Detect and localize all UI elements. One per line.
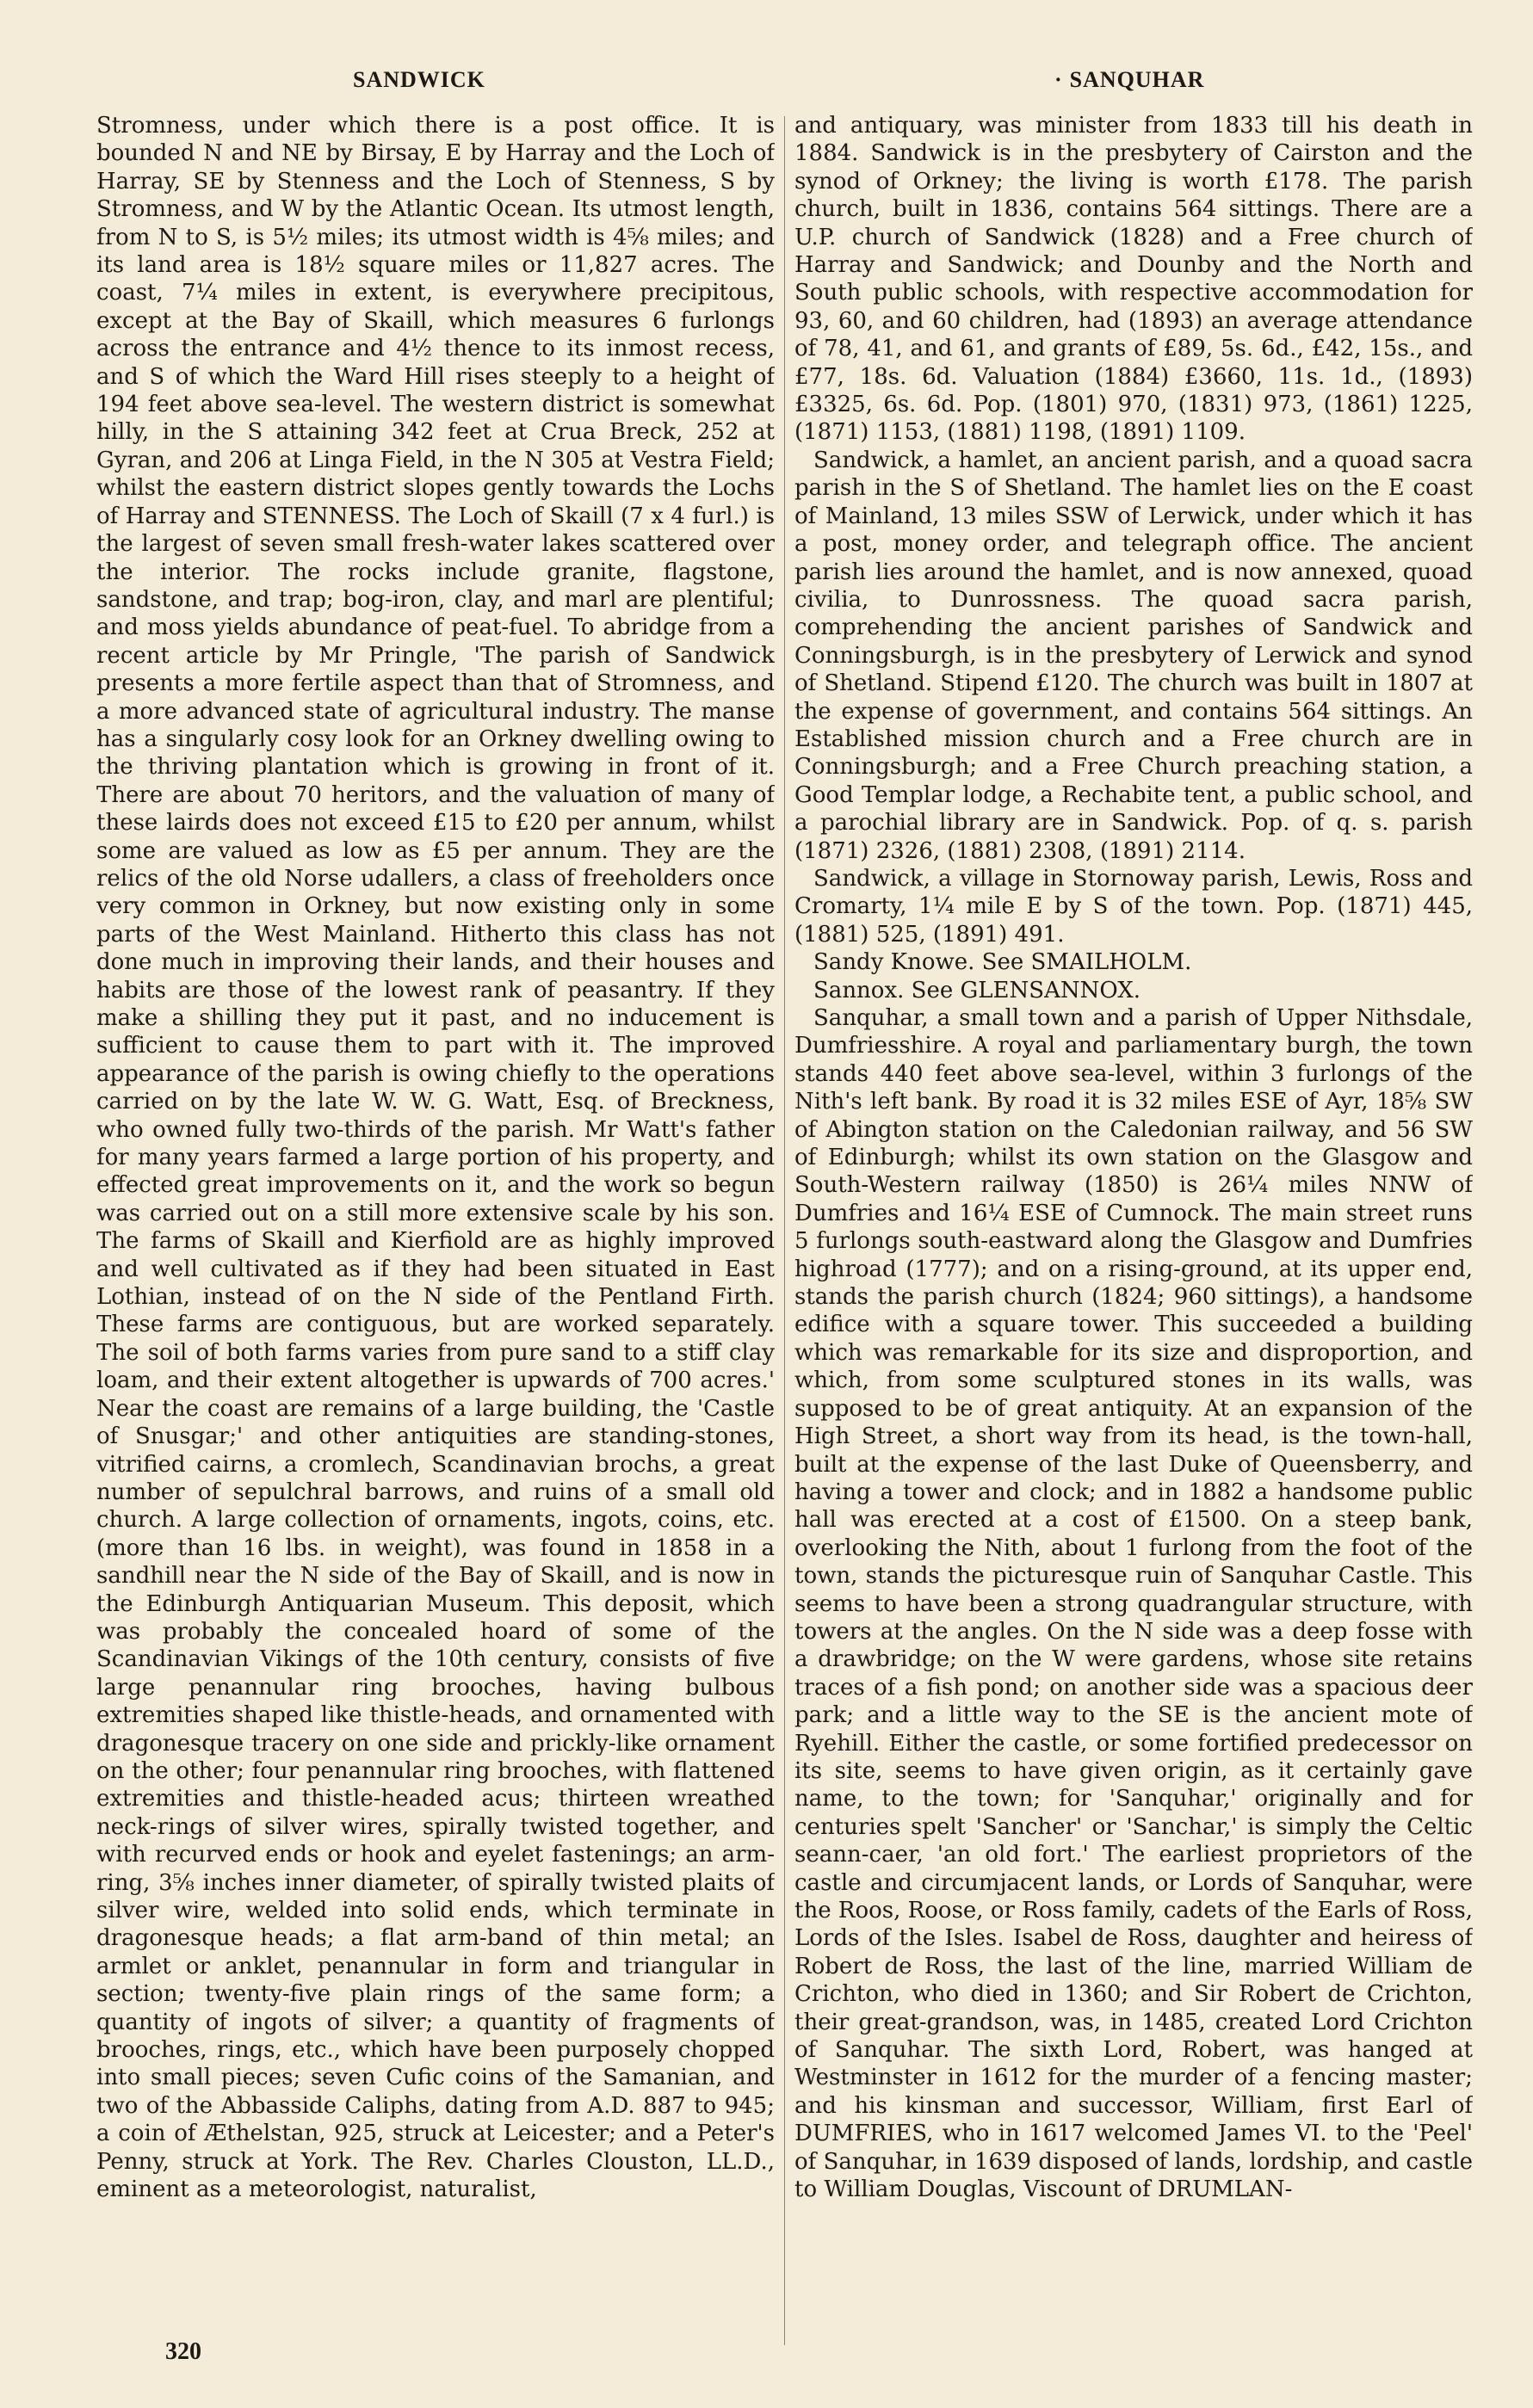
header-left-title: SANDWICK: [353, 67, 485, 92]
entry-sandwick-lewis: Sandwick, a village in Stornoway parish, Lewis, Ross and Cromarty, 1¼ mile E by S of the town. Pop. (1871) 445, (1881) 525, (1891) 491.: [794, 865, 1473, 948]
entry-sandwick-shetland: Sandwick, a hamlet, an ancient parish, and a quoad sacra parish in the S of Shetland. The hamlet lies on the E coast of Mainland, 13 miles SSW of Lerwick, under which it has a post, money order, and telegraph office. The ancient parish lies around the hamlet, and is now annexed, quoad civilia, to Dunrossness. The quoad sacra parish, comprehending the ancient parishes of Sandwick and Conningsburgh, is in the presbytery of Lerwick and synod of Shetland. Stipend £120. The church was built in 1807 at the expense of government, and contains 564 sittings. An Established mission church and a Free church are in Conningsburgh; and a Free Church preaching station, a Good Templar lodge, a Rechabite tent, a public school, and a parochial library are in Sandwick. Pop. of q. s. parish (1871) 2326, (1881) 2308, (1891) 2114.: [794, 447, 1473, 864]
column-rule: [784, 116, 785, 2345]
running-header: [0, 67, 1533, 102]
left-column-text: Stromness, under which there is a post office. It is bounded N and NE by Birsay, E by Harray and the Loch of Harray, SE by Stenness and the Loch of Stenness, S by Stromness, and W by the Atlantic Ocean. Its utmost length, from N to S, is 5½ miles; its utmost width is 4⅝ miles; and its land area is 18½ square miles or 11,827 acres. The coast, 7¼ miles in extent, is everywhere precipitous, except at the Bay of Skaill, which measures 6 furlongs across the entrance and 4½ thence to its inmost recess, and S of which the Ward Hill rises steeply to a height of 194 feet above sea-level. The western district is somewhat hilly, in the S attaining 342 feet at Crua Breck, 252 at Gyran, and 206 at Linga Field, in the N 305 at Vestra Field; whilst the eastern district slopes gently towards the Lochs of Harray and STENNESS. The Loch of Skaill (7 x 4 furl.) is the largest of seven small fresh-water lakes scattered over the interior. The rocks include granite, flagstone, sandstone, and trap; bog-iron, clay, and marl are plentiful; and moss yields abundance of peat-fuel. To abridge from a recent article by Mr Pringle, 'The parish of Sandwick presents a more fertile aspect than that of Stromness, and a more advanced state of agricultural industry. The manse has a singularly cosy look for an Orkney dwelling owing to the thriving plantation which is growing in front of it. There are about 70 heritors, and the valuation of many of these lairds does not exceed £15 to £20 per annum, whilst some are valued as low as £5 per annum. They are the relics of the old Norse udallers, a class of freeholders once very common in Orkney, but now existing only in some parts of the West Mainland. Hitherto this class has not done much in improving their lands, and their houses and habits are those of the lowest rank of peasantry. If they make a shilling they put it past, and no inducement is sufficient to cause them to part with it. The improved appearance of the parish is owing chiefly to the operations carried on by the late W. W. G. Watt, Esq. of Breckness, who owned fully two-thirds of the parish. Mr Watt's father for many years farmed a large portion of his property, and effected great improvements on it, and the work so begun was carried out on a still more extensive scale by his son. The farms of Skaill and Kierfiold are as highly improved and well cultivated as if they had been situated in East Lothian, instead of on the N side of the Pentland Firth. These farms are contiguous, but are worked separately. The soil of both farms varies from pure sand to a stiff clay loam, and their extent altogether is upwards of 700 acres.' Near the coast are remains of a large building, the 'Castle of Snusgar;' and other antiquities are standing-stones, vitrified cairns, a cromlech, Scandinavian brochs, a great number of sepulchral barrows, and ruins of a small old church. A large collection of ornaments, ingots, coins, etc. (more than 16 lbs. in weight), was found in 1858 in a sandhill near the N side of the Bay of Skaill, and is now in the Edinburgh Antiquarian Museum. This deposit, which was probably the concealed hoard of some of the Scandinavian Vikings of the 10th century, consists of five large penannular ring brooches, having bulbous extremities shaped like thistle-heads, and ornamented with dragonesque tracery on one side and prickly-like ornament on the other; four penannular ring brooches, with flattened extremities and thistle-headed acus; thirteen wreathed neck-rings of silver wires, spirally twisted together, and with recurved ends or hook and eyelet fastenings; an arm-ring, 3⅝ inches inner diameter, of spirally twisted plaits of silver wire, welded into solid ends, which terminate in dragonesque heads; a flat arm-band of thin metal; an armlet or anklet, penannular in form and triangular in section; twenty-five plain rings of the same form; a quantity of ingots of silver; a quantity of fragments of brooches, rings, etc., which have been purposely chopped into small pieces; seven Cufic coins of the Samanian, and two of the Abbasside Caliphs, dating from A.D. 887 to 945; a coin of Æthelstan, 925, struck at Leicester; and a Peter's Penny, struck at York. The Rev. Charles Clouston, LL.D., eminent as a meteorologist, naturalist,: [96, 113, 775, 2203]
entry-sandy-knowe: Sandy Knowe. See SMAILHOLM.: [813, 949, 1192, 976]
right-para-sandwick-orkney-cont: and antiquary, was minister from 1833 till his death in 1884. Sandwick is in the presbytery of Cairston and the synod of Orkney; the living is worth £178. The parish church, built in 1836, contains 564 sittings. There are a U.P. church of Sandwick (1828) and a Free church of Harray and Sandwick; and Dounby and the North and South public schools, with respective accommodation for 93, 60, and 60 children, had (1893) an average attendance of 78, 41, and 61, and grants of £89, 5s. 6d., £42, 15s., and £77, 18s. 6d. Valuation (1884) £3660, 11s. 1d., (1893) £3325, 6s. 6d. Pop. (1801) 970, (1831) 973, (1861) 1225, (1871) 1153, (1881) 1198, (1891) 1109.: [794, 113, 1473, 446]
right-column: [794, 112, 1473, 2349]
left-column: [96, 112, 775, 2349]
header-right-title: [1054, 67, 1204, 93]
header-mark: ·: [1054, 67, 1063, 92]
entry-sanquhar: Sanquhar, a small town and a parish of Upper Nithsdale, Dumfriesshire. A royal and parliamentary burgh, the town stands 440 feet above sea-level, within 3 furlongs of the Nith's left bank. By road it is 32 miles ESE of Ayr, 18⅝ SW of Abington station on the Caledonian railway, and 56 SW of Edinburgh; whilst its own station on the Glasgow and South-Western railway (1850) is 26¼ miles NNW of Dumfries and 16¼ ESE of Cumnock. The main street runs 5 furlongs south-eastward along the Glasgow and Dumfries highroad (1777); and on a rising-ground, at its upper end, stands the parish church (1824; 960 sittings), a handsome edifice with a square tower. This succeeded a building which was remarkable for its size and disproportion, and which, from some sculptured stones in its walls, was supposed to be of great antiquity. At an expansion of the High Street, a short way from its head, is the town-hall, built at the expense of the last Duke of Queensberry, and having a tower and clock; and in 1882 a handsome public hall was erected at a cost of £1500. On a steep bank, overlooking the Nith, about 1 furlong from the foot of the town, stands the picturesque ruin of Sanquhar Castle. This seems to have been a strong quadrangular structure, with towers at the angles. On the N side was a deep fosse with a drawbridge; on the W were gardens, whose site retains traces of a fish pond; on another side was a spacious deer park; and a little way to the SE is the ancient mote of Ryehill. Either the castle, or some fortified predecessor on its site, seems to have given origin, as it certainly gave name, to the town; for 'Sanquhar,' originally and for centuries spelt 'Sancher' or 'Sanchar,' is simply the Celtic seann-caer, 'an old fort.' The earliest proprietors of the castle and circumjacent lands, or Lords of Sanquhar, were the Roos, Roose, or Ross family, cadets of the Earls of Ross, Lords of the Isles. Isabel de Ross, daughter and heiress of Robert de Ross, the last of the line, married William de Crichton, who died in 1360; and Sir Robert de Crichton, their great-grandson, was, in 1485, created Lord Crichton of Sanquhar. The sixth Lord, Robert, was hanged at Westminster in 1612 for the murder of a fencing master; and his kinsman and successor, William, first Earl of DUMFRIES, who in 1617 welcomed James VI. to the 'Peel' of Sanquhar, in 1639 disposed of lands, lordship, and castle to William Douglas, Viscount of DRUMLAN-: [794, 1005, 1473, 2203]
header-right-text: SANQUHAR: [1069, 67, 1205, 92]
page-number: 320: [165, 2338, 201, 2365]
entry-sannox: Sannox. See GLENSANNOX.: [813, 977, 1140, 1003]
